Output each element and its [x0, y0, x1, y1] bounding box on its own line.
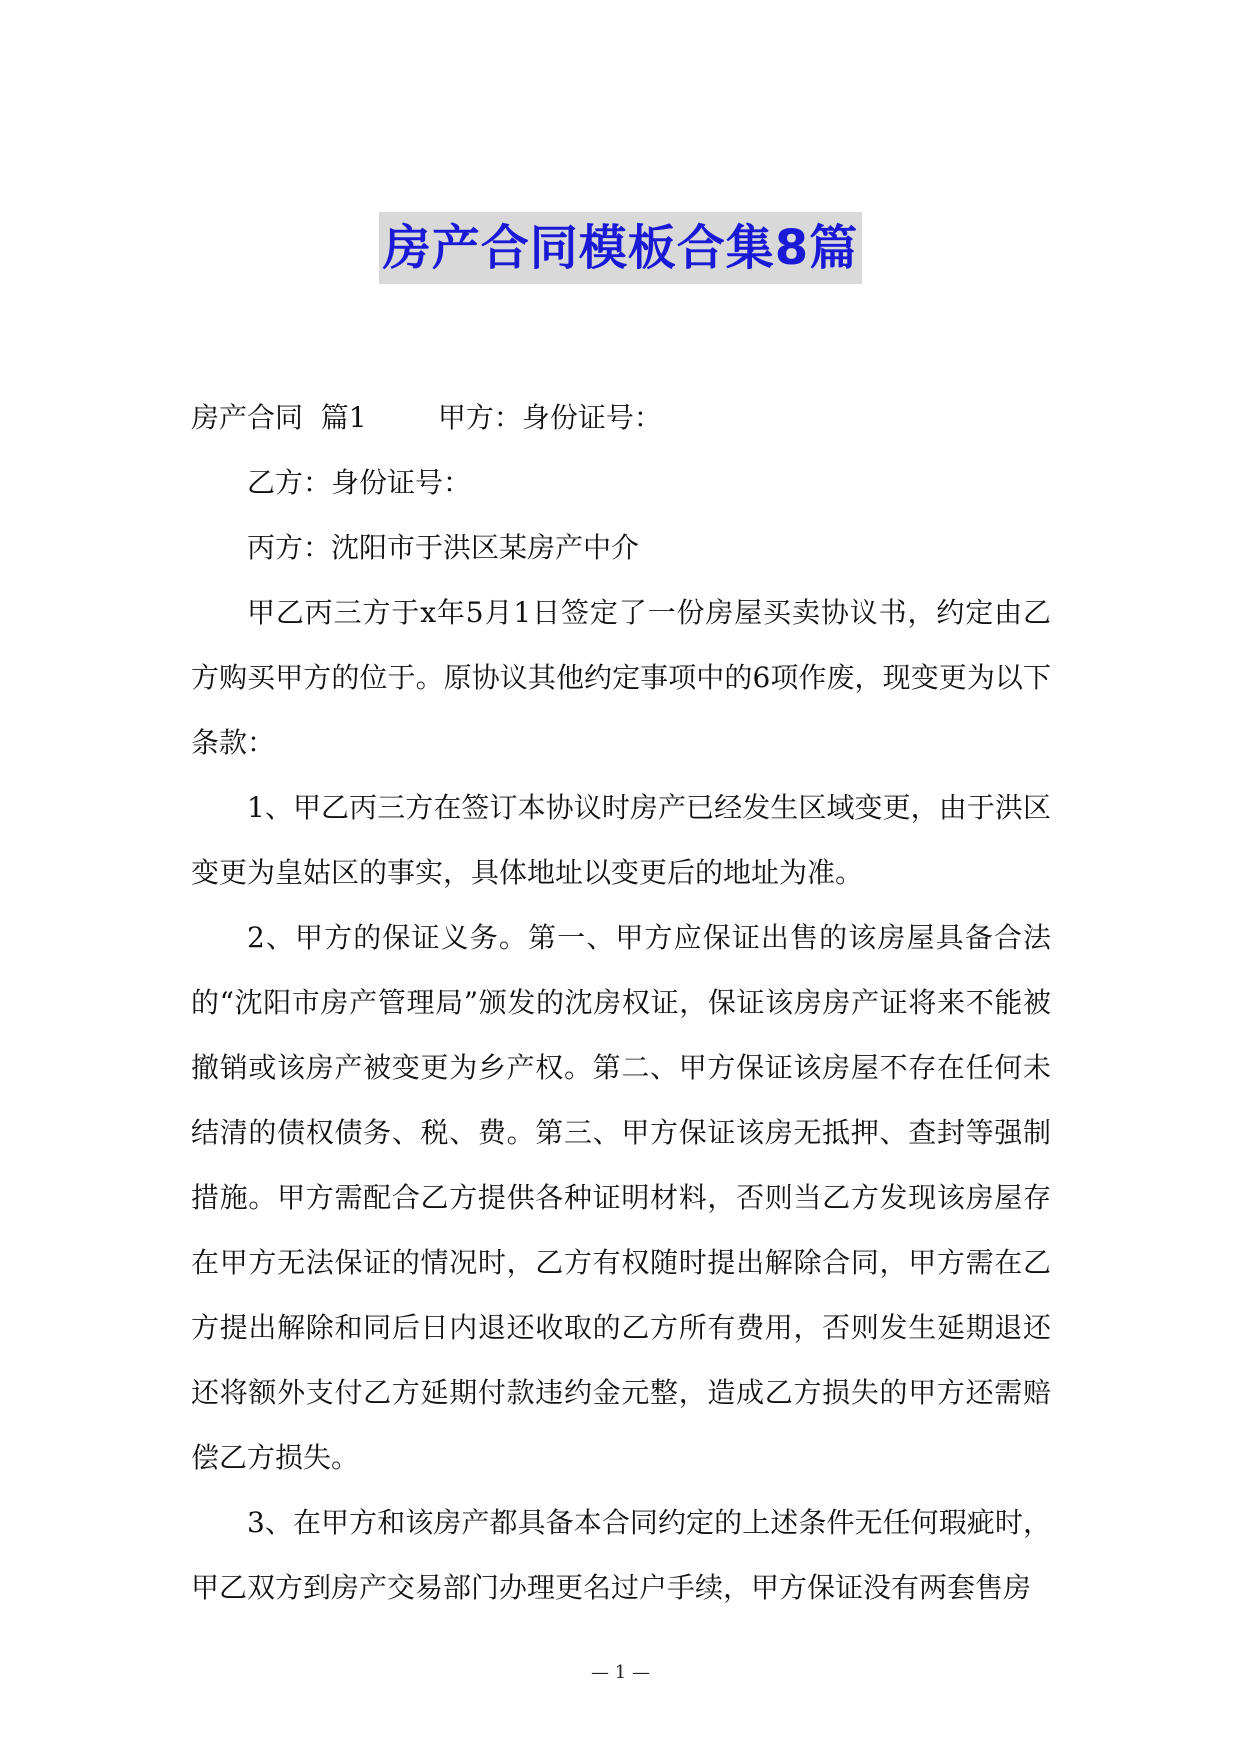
paragraph-clause-1: 1、甲乙丙三方在签订本协议时房产已经发生区域变更，由于洪区变更为皇姑区的事实，具体地址以变更后的地址为准。: [191, 791, 1051, 889]
paragraph-contract-header: 房产合同 篇1 甲方：身份证号：: [191, 401, 662, 434]
paragraph-clause-2: 2、甲方的保证义务。第一、甲方应保证出售的该房屋具备合法的“沈阳市房产管理局”颁发的沈房权证，保证该房房产证将来不能被撤销或该房产被变更为乡产权。第二、甲方保证该房屋不存在任何未结清的债权债务、税、费。第三、甲方保证该房无抵押、查封等强制措施。甲方需配合乙方提供各种证明材料，否则当乙方发现该房屋存在甲方无法保证的情况时，乙方有权随时提出解除合同，甲方需在乙方提出解除和同后日内退还收取的乙方所有费用，否则发生延期退还还将额外支付乙方延期付款违约金元整，造成乙方损失的甲方还需赔偿乙方损失。: [191, 921, 1051, 1474]
title-container: [0, 212, 1241, 284]
document-title: 房产合同模板合集8篇: [379, 212, 862, 284]
page-number: — 1 —: [591, 1662, 650, 1683]
paragraph-intro: 甲乙丙三方于x年5月1日签定了一份房屋买卖协议书，约定由乙方购买甲方的位于。原协议其他约定事项中的6项作废，现变更为以下条款：: [191, 596, 1051, 759]
paragraph-party-c: 丙方：沈阳市于洪区某房产中介: [247, 531, 640, 564]
document-body: [191, 385, 1051, 1620]
paragraph-party-b: 乙方：身份证号：: [247, 466, 472, 499]
paragraph-clause-3: 3、在甲方和该房产都具备本合同约定的上述条件无任何瑕疵时，甲乙双方到房产交易部门办理更名过户手续，甲方保证没有两套售房: [191, 1506, 1051, 1604]
